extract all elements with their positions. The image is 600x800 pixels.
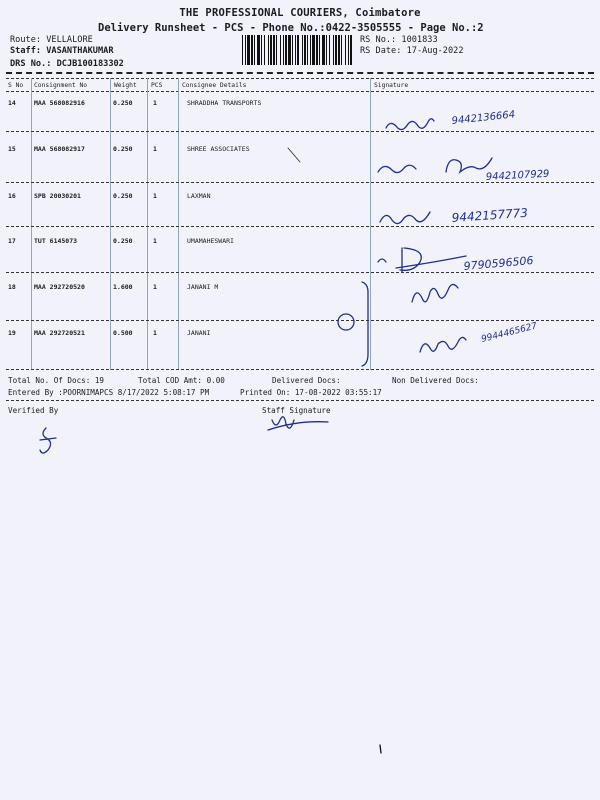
verified-signature: [40, 428, 56, 453]
printed-on: Printed On: 17-08-2022 03:55:17: [240, 388, 382, 397]
stray-mark: [380, 745, 381, 753]
delivered-docs: Delivered Docs:: [272, 376, 341, 385]
cell-consignee: UMAMAHESWARI: [187, 237, 234, 245]
total-docs: Total No. Of Docs: 19: [8, 376, 105, 385]
circled-mark: [338, 314, 354, 330]
bracket-mark: [362, 282, 368, 366]
cell-consignee: SHRADDHA TRANSPORTS: [187, 99, 262, 107]
rs-date-value: 17-Aug-2022: [406, 46, 464, 56]
signature-scribble: [378, 158, 492, 173]
cell-weight: 0.250: [113, 237, 133, 245]
cell-weight: 1.600: [113, 283, 133, 291]
staff-signature-label: Staff Signature: [262, 406, 331, 415]
col-header-pcs: PCS: [151, 82, 163, 89]
phone-number: 9442157773: [451, 205, 529, 225]
cell-consignee: JANANI: [187, 329, 211, 337]
col-header-sno: S No: [8, 82, 24, 89]
cell-weight: 0.250: [113, 192, 133, 200]
cell-sno: 19: [8, 329, 16, 337]
signature-scribble: [378, 248, 466, 272]
pen-tick: [288, 148, 300, 162]
footer-rule: [6, 400, 594, 401]
total-cod: Total COD Amt: 0.00: [138, 376, 225, 385]
cell-consignee: LAXMAN: [187, 192, 211, 200]
cell-consignment: SPB 20030201: [34, 192, 81, 200]
cell-consignee: JANANI M: [187, 283, 219, 291]
drs-value: DCJB100183302: [56, 59, 124, 69]
cell-consignment: MAA 292720520: [34, 283, 85, 291]
entered-by: Entered By :POORNIMAPCS 8/17/2022 5:08:17 PM: [8, 388, 210, 397]
phone-number: 9442107929: [485, 168, 550, 183]
cell-sno: 17: [8, 237, 16, 245]
cell-weight: 0.500: [113, 329, 133, 337]
signature-scribble: [412, 284, 458, 302]
cell-pcs: 1: [153, 329, 157, 337]
phone-number: 9442136664: [451, 109, 516, 127]
cell-pcs: 1: [153, 283, 157, 291]
cell-consignment: TUT 6145073: [34, 237, 78, 245]
staff-label: Staff:: [10, 46, 42, 56]
cell-consignment: MAA 292720521: [34, 329, 85, 337]
col-header-consignment: Consignment No: [34, 82, 88, 89]
route-label: Route:: [10, 35, 42, 45]
cell-weight: 0.250: [113, 99, 133, 107]
cell-pcs: 1: [153, 237, 157, 245]
cell-consignment: MAA 568082917: [34, 145, 85, 153]
verified-by-label: Verified By: [8, 406, 59, 415]
col-header-weight: Weight: [114, 82, 137, 89]
cell-consignment: MAA 568082916: [34, 99, 85, 107]
col-header-signature: Signature: [374, 82, 409, 89]
phone-number: 9790596506: [463, 253, 534, 273]
staff-value: VASANTHAKUMAR: [46, 46, 114, 56]
company-title: THE PROFESSIONAL COURIERS, Coimbatore: [179, 7, 421, 19]
cell-pcs: 1: [153, 99, 157, 107]
staff-signature-scribble: [268, 417, 328, 430]
cell-pcs: 1: [153, 145, 157, 153]
cell-sno: 18: [8, 283, 16, 291]
signature-scribble: [386, 119, 434, 130]
rs-no-value: 1001833: [401, 35, 438, 45]
cell-pcs: 1: [153, 192, 157, 200]
cell-consignee: SHREE ASSOCIATES: [187, 145, 250, 153]
runsheet-subtitle: Delivery Runsheet - PCS - Phone No.:0422-3505555 - Page No.:2: [98, 22, 484, 34]
drs-label: DRS No.:: [10, 59, 52, 69]
cell-sno: 16: [8, 192, 16, 200]
rs-date-label: RS Date:: [360, 46, 402, 56]
route-value: VELLALORE: [46, 35, 93, 45]
signature-scribble: [380, 212, 430, 224]
phone-number: 9944465627: [480, 321, 539, 345]
non-delivered-docs: Non Delivered Docs:: [392, 376, 479, 385]
signature-scribble: [420, 337, 466, 352]
cell-sno: 14: [8, 99, 16, 107]
rs-no-label: RS No.:: [360, 35, 397, 45]
col-header-consignee: Consignee Details: [182, 82, 247, 89]
cell-weight: 0.250: [113, 145, 133, 153]
cell-sno: 15: [8, 145, 16, 153]
